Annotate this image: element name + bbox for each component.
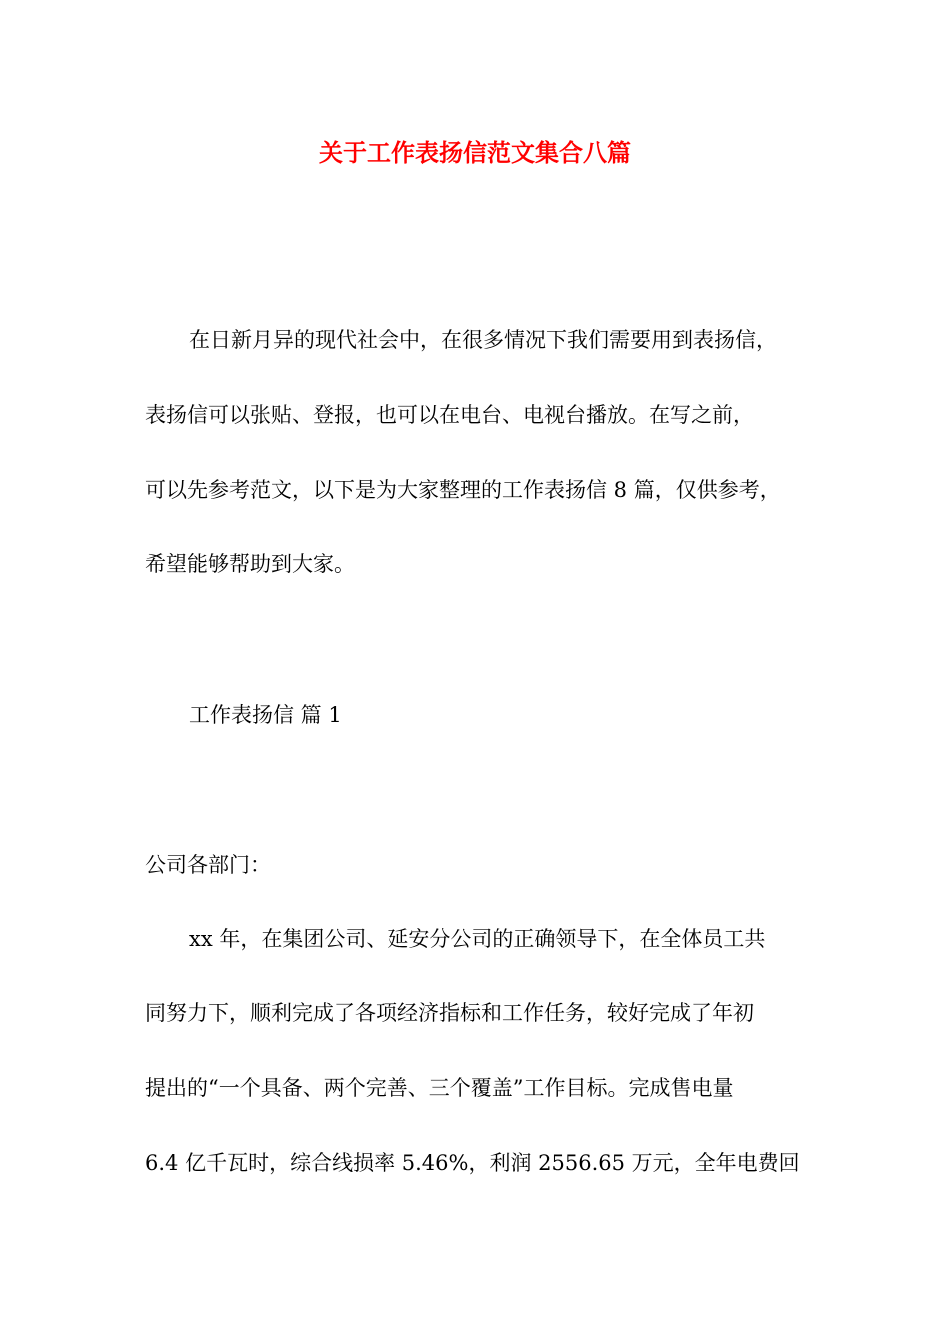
body-line-1: xx 年，在集团公司、延安分公司的正确领导下，在全体员工共 <box>189 927 766 951</box>
intro-line-4: 希望能够帮助到大家。 <box>145 552 355 576</box>
intro-line-2: 表扬信可以张贴、登报，也可以在电台、电视台播放。在写之前， <box>145 403 754 427</box>
body-line-2: 同努力下，顺利完成了各项经济指标和工作任务，较好完成了年初 <box>145 1001 754 1025</box>
document-title: 关于工作表扬信范文集合八篇 <box>319 139 631 167</box>
body-line-4: 6.4 亿千瓦时，综合线损率 5.46%，利润 2556.65 万元，全年电费回 <box>145 1151 800 1175</box>
body-line-3: 提出的“一个具备、两个完善、三个覆盖”工作目标。完成售电量 <box>145 1076 734 1100</box>
salutation: 公司各部门： <box>145 853 271 877</box>
intro-line-1: 在日新月异的现代社会中，在很多情况下我们需要用到表扬信， <box>189 328 777 352</box>
section-heading: 工作表扬信 篇 1 <box>189 703 342 727</box>
intro-line-3: 可以先参考范文，以下是为大家整理的工作表扬信 8 篇，仅供参考， <box>145 478 781 502</box>
